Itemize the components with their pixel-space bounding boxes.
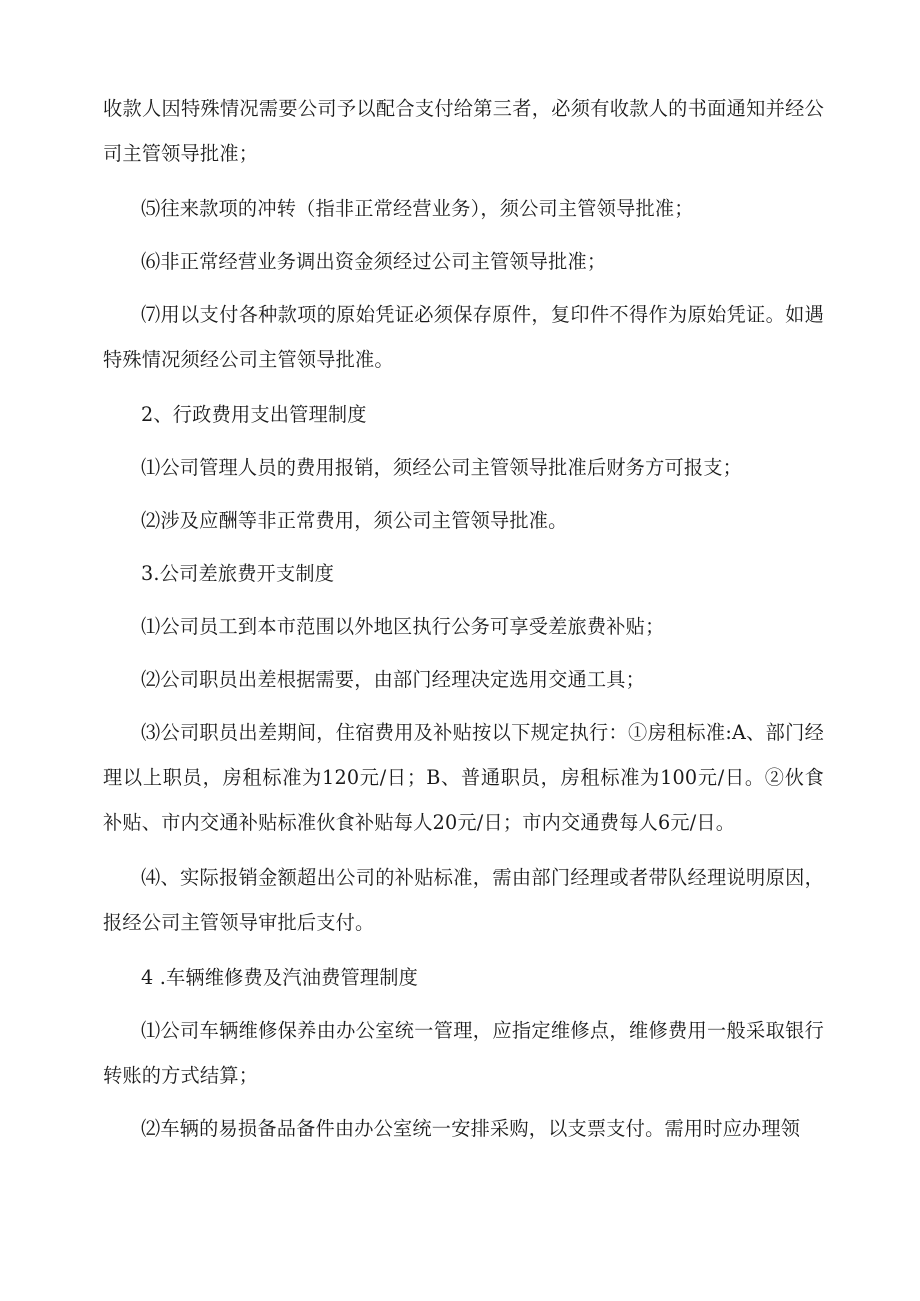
section-heading-travel-expenses: 3.公司差旅费开支制度 [141,562,335,585]
section-heading-vehicle-expenses: 4 .车辆维修费及汽油费管理制度 [141,966,419,989]
paragraph-travel-item-2: ⑵公司职员出差根据需要，由部门经理决定选用交通工具； [141,668,646,691]
paragraph-admin-item-2: ⑵涉及应酬等非正常费用，须公司主管领导批准。 [141,509,568,532]
paragraph-vehicle-item-2: ⑵车辆的易损备品备件由办公室统一安排采购，以支票支付。需用时应办理领 [141,1117,801,1140]
section-heading-admin-expenses: 2、行政费用支出管理制度 [141,403,367,426]
paragraph-vehicle-item-1: ⑴公司车辆维修保养由办公室统一管理，应指定维修点，维修费用一般采取银行转账的方式结算； [103,1019,824,1087]
paragraph-travel-item-4: ⑷、实际报销金额超出公司的补贴标准，需由部门经理或者带队经理说明原因，报经公司主管领导审批后支付。 [103,866,824,934]
paragraph-item-5: ⑸往来款项的冲转（指非正常经营业务），须公司主管领导批准； [141,197,694,220]
paragraph-travel-item-1: ⑴公司员工到本市范围以外地区执行公务可享受差旅费补贴； [141,615,665,638]
paragraph-admin-item-1: ⑴公司管理人员的费用报销，须经公司主管领导批准后财务方可报支； [141,456,743,479]
paragraph-item-6: ⑹非正常经营业务调出资金须经过公司主管领导批准； [141,250,607,273]
paragraph-item-7: ⑺用以支付各种款项的原始凭证必须保存原件，复印件不得作为原始凭证。如遇特殊情况须经公司主管领导批准。 [103,303,824,371]
paragraph-travel-item-3: ⑶公司职员出差期间，住宿费用及补贴按以下规定执行：①房租标准:A、部门经理以上职员，房租标准为120元/日；B、普通职员，房租标准为100元/日。②伙食补贴、市内交通补贴标准伙食补贴每人20元/日；市内交通费每人6元/日。 [103,721,824,834]
paragraph-payee-third-party: 收款人因特殊情况需要公司予以配合支付给第三者，必须有收款人的书面通知并经公司主管领导批准； [103,97,824,165]
